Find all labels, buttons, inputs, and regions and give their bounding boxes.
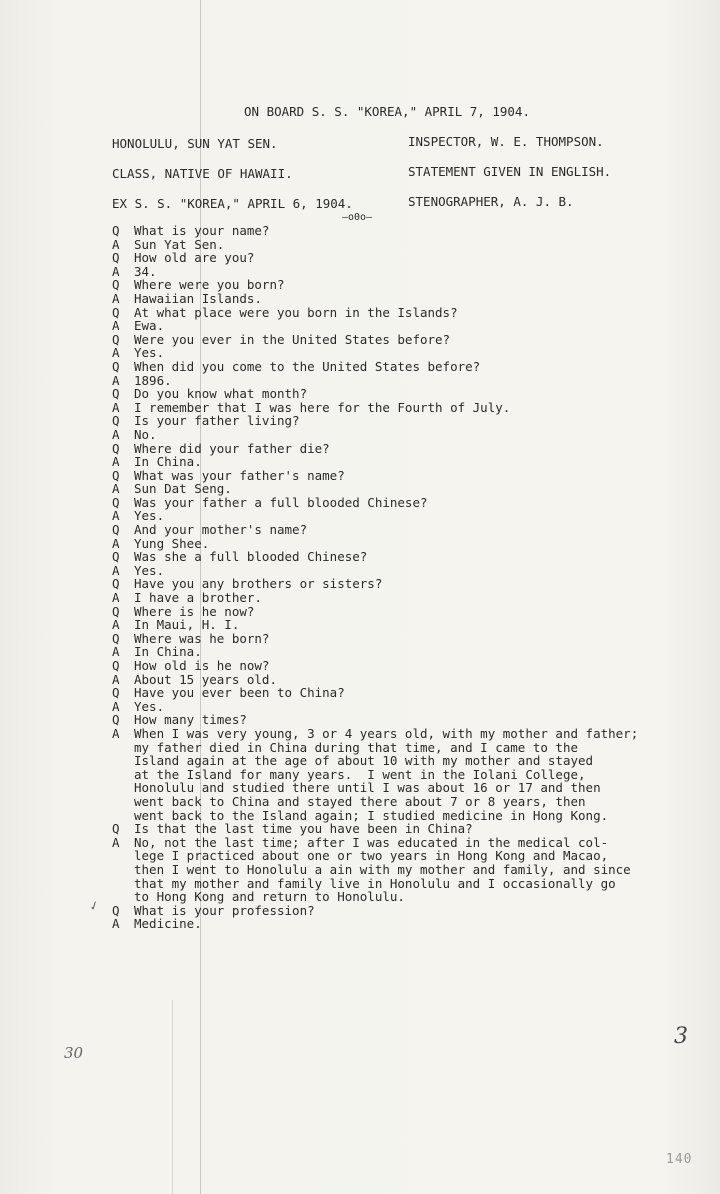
- line-text: At what place were you born in the Islands?: [134, 304, 458, 320]
- transcript-line: [112, 224, 712, 238]
- transcript-line: [112, 428, 712, 442]
- speaker-label: A: [112, 345, 120, 361]
- speaker-label: [112, 741, 134, 755]
- check-mark-icon: ✓: [87, 897, 101, 915]
- transcript-line: [112, 605, 712, 619]
- transcript-line: [112, 238, 712, 252]
- line-text: Sun Dat Seng.: [134, 481, 232, 497]
- line-text: Do you know what month?: [134, 386, 308, 402]
- page-number: 3: [674, 1024, 688, 1049]
- transcript-line: [112, 265, 712, 279]
- transcript-line: [112, 374, 712, 388]
- line-text: When I was very young, 3 or 4 years old, with my mother and father;: [134, 725, 639, 741]
- speaker-label: A: [112, 399, 120, 415]
- speaker-label: A: [112, 263, 120, 279]
- speaker-label: Q: [112, 277, 120, 293]
- line-text: Were you ever in the United States before?: [134, 331, 451, 347]
- speaker-label: Q: [112, 658, 120, 673]
- transcript-line: [112, 469, 712, 483]
- inspector-line: INSPECTOR, W. E. THOMPSON.: [408, 134, 604, 149]
- line-text: 34.: [134, 263, 157, 279]
- line-text: Honolulu and studied there until I was about 16 or 17 and then: [134, 780, 601, 796]
- transcript-line: [112, 387, 712, 401]
- statement-line: STATEMENT GIVEN IN ENGLISH.: [408, 164, 612, 179]
- speaker-label: [112, 890, 134, 904]
- speaker-label: A: [112, 481, 120, 497]
- transcript-line: [112, 509, 712, 523]
- speaker-label: Q: [112, 358, 120, 374]
- speaker-label: A: [112, 372, 120, 388]
- stamp-number: 140: [666, 1152, 693, 1167]
- fold-line-lower: [172, 1000, 173, 1194]
- speaker-label: A: [112, 590, 120, 606]
- line-text: Where is he now?: [134, 603, 255, 619]
- speaker-label: [112, 849, 134, 863]
- speaker-label: Q: [112, 223, 120, 238]
- speaker-label: Q: [112, 576, 120, 592]
- separator: —o0o—: [342, 212, 373, 223]
- transcript-line: [112, 781, 712, 795]
- line-text: No, not the last time; after I was educated in the medical col-: [134, 834, 609, 850]
- line-text: Was your father a full blooded Chinese?: [134, 494, 428, 510]
- line-text: Where were you born?: [134, 277, 285, 293]
- speaker-label: A: [112, 671, 120, 687]
- speaker-label: A: [112, 725, 120, 741]
- line-text: In Maui, H. I.: [134, 617, 240, 633]
- transcript-line: [112, 577, 712, 591]
- transcript-line: [112, 550, 712, 564]
- line-text: How old are you?: [134, 250, 255, 266]
- transcript-line: [112, 523, 712, 537]
- speaker-label: Q: [112, 386, 120, 402]
- class-line: CLASS, NATIVE OF HAWAII.: [112, 166, 293, 181]
- transcript-line: [112, 713, 712, 727]
- line-text: Is your father living?: [134, 413, 300, 429]
- line-text: at the Island for many years. I went in the Iolani College,: [134, 766, 586, 782]
- speaker-label: A: [112, 698, 120, 714]
- transcript-line: [112, 360, 712, 374]
- transcript-line: [112, 645, 712, 659]
- speaker-label: Q: [112, 522, 120, 538]
- transcript-line: [112, 306, 712, 320]
- transcript-line: [112, 768, 712, 782]
- speaker-label: Q: [112, 494, 120, 510]
- line-text: went back to the Island again; I studied medicine in Hong Kong.: [134, 807, 609, 823]
- line-text: What is your name?: [134, 223, 270, 238]
- line-text: Medicine.: [134, 916, 202, 932]
- transcript-line: [112, 333, 712, 347]
- line-text: Yes.: [134, 508, 165, 524]
- transcript-line: [112, 904, 712, 918]
- transcript-line: [112, 849, 712, 863]
- speaker-label: A: [112, 426, 120, 442]
- speaker-label: Q: [112, 712, 120, 728]
- speaker-label: A: [112, 834, 120, 850]
- transcript-line: [112, 401, 712, 415]
- line-text: Where was he born?: [134, 630, 270, 646]
- speaker-label: A: [112, 535, 120, 551]
- speaker-label: Q: [112, 331, 120, 347]
- speaker-label: A: [112, 617, 120, 633]
- line-text: my father died in China during that time, and I came to the: [134, 739, 579, 755]
- line-text: And your mother's name?: [134, 522, 308, 538]
- transcript-line: [112, 591, 712, 605]
- transcript-line: [112, 877, 712, 891]
- transcript-line: [112, 482, 712, 496]
- speaker-label: Q: [112, 603, 120, 619]
- line-text: to Hong Kong and return to Honolulu.: [134, 889, 405, 905]
- transcript-line: [112, 564, 712, 578]
- transcript-line: [112, 700, 712, 714]
- line-text: What is your profession?: [134, 902, 315, 918]
- line-text: No.: [134, 426, 157, 442]
- transcript-line: [112, 455, 712, 469]
- speaker-label: Q: [112, 902, 120, 918]
- line-text: What was your father's name?: [134, 467, 345, 483]
- speaker-label: [112, 781, 134, 795]
- speaker-label: A: [112, 318, 120, 334]
- speaker-label: Q: [112, 440, 120, 456]
- ship-line: EX S. S. "KOREA," APRIL 6, 1904.: [112, 196, 353, 211]
- transcript-line: [112, 496, 712, 510]
- speaker-label: Q: [112, 685, 120, 701]
- line-text: In China.: [134, 454, 202, 470]
- document-title: ON BOARD S. S. "KOREA," APRIL 7, 1904.: [244, 104, 530, 119]
- speaker-label: A: [112, 916, 120, 932]
- line-text: Is that the last time you have been in China?: [134, 821, 473, 837]
- speaker-label: A: [112, 508, 120, 524]
- speaker-label: [112, 877, 134, 891]
- line-text: Have you ever been to China?: [134, 685, 345, 701]
- transcript-line: [112, 632, 712, 646]
- line-text: Yung Shee.: [134, 535, 210, 551]
- line-text: 1896.: [134, 372, 172, 388]
- transcript-line: [112, 836, 712, 850]
- speaker-label: A: [112, 562, 120, 578]
- speaker-label: A: [112, 454, 120, 470]
- line-text: Sun Yat Sen.: [134, 236, 225, 252]
- speaker-label: Q: [112, 821, 120, 837]
- speaker-label: Q: [112, 250, 120, 266]
- speaker-label: [112, 795, 134, 809]
- line-text: Ewa.: [134, 318, 165, 334]
- speaker-label: A: [112, 236, 120, 252]
- transcript-line: [112, 809, 712, 823]
- transcript-line: [112, 278, 712, 292]
- subject-line: HONOLULU, SUN YAT SEN.: [112, 136, 278, 151]
- transcript-line: [112, 754, 712, 768]
- transcript-line: [112, 917, 712, 931]
- speaker-label: [112, 754, 134, 768]
- transcript-line: [112, 863, 712, 877]
- line-text: then I went to Honolulu a ain with my mother and family, and since: [134, 861, 631, 877]
- transcript-line: [112, 537, 712, 551]
- testimony-transcript: [112, 224, 712, 931]
- speaker-label: Q: [112, 413, 120, 429]
- line-text: I have a brother.: [134, 590, 262, 606]
- transcript-line: [112, 442, 712, 456]
- line-text: How old is he now?: [134, 658, 270, 673]
- speaker-label: Q: [112, 467, 120, 483]
- line-text: Yes.: [134, 345, 165, 361]
- speaker-label: A: [112, 290, 120, 306]
- transcript-line: [112, 659, 712, 673]
- line-text: Yes.: [134, 698, 165, 714]
- speaker-label: [112, 809, 134, 823]
- transcript-line: [112, 251, 712, 265]
- line-text: Was she a full blooded Chinese?: [134, 549, 368, 565]
- transcript-line: [112, 741, 712, 755]
- line-text: In China.: [134, 644, 202, 660]
- speaker-label: Q: [112, 630, 120, 646]
- line-text: When did you come to the United States before?: [134, 358, 481, 374]
- transcript-line: [112, 686, 712, 700]
- speaker-label: A: [112, 644, 120, 660]
- transcript-line: [112, 822, 712, 836]
- speaker-label: [112, 863, 134, 877]
- line-text: Island again at the age of about 10 with my mother and stayed: [134, 753, 594, 769]
- speaker-label: Q: [112, 549, 120, 565]
- transcript-line: [112, 292, 712, 306]
- transcript-line: [112, 319, 712, 333]
- transcript-line: [112, 618, 712, 632]
- transcript-line: [112, 673, 712, 687]
- stenographer-line: STENOGRAPHER, A. J. B.: [408, 194, 574, 209]
- line-text: About 15 years old.: [134, 671, 277, 687]
- transcript-line: [112, 890, 712, 904]
- line-text: Have you any brothers or sisters?: [134, 576, 383, 592]
- transcript-line: [112, 727, 712, 741]
- line-text: I remember that I was here for the Fourth of July.: [134, 399, 511, 415]
- line-text: How many times?: [134, 712, 247, 728]
- speaker-label: [112, 768, 134, 782]
- transcript-line: [112, 346, 712, 360]
- line-text: Hawaiian Islands.: [134, 290, 262, 306]
- line-text: Yes.: [134, 562, 165, 578]
- speaker-label: Q: [112, 304, 120, 320]
- line-text: that my mother and family live in Honolulu and I occasionally go: [134, 875, 616, 891]
- line-text: lege I practiced about one or two years in Hong Kong and Macao,: [134, 848, 609, 864]
- transcript-line: [112, 795, 712, 809]
- line-text: Where did your father die?: [134, 440, 330, 456]
- transcript-line: [112, 414, 712, 428]
- margin-note: 30: [64, 1044, 84, 1062]
- line-text: went back to China and stayed there about 7 or 8 years, then: [134, 793, 586, 809]
